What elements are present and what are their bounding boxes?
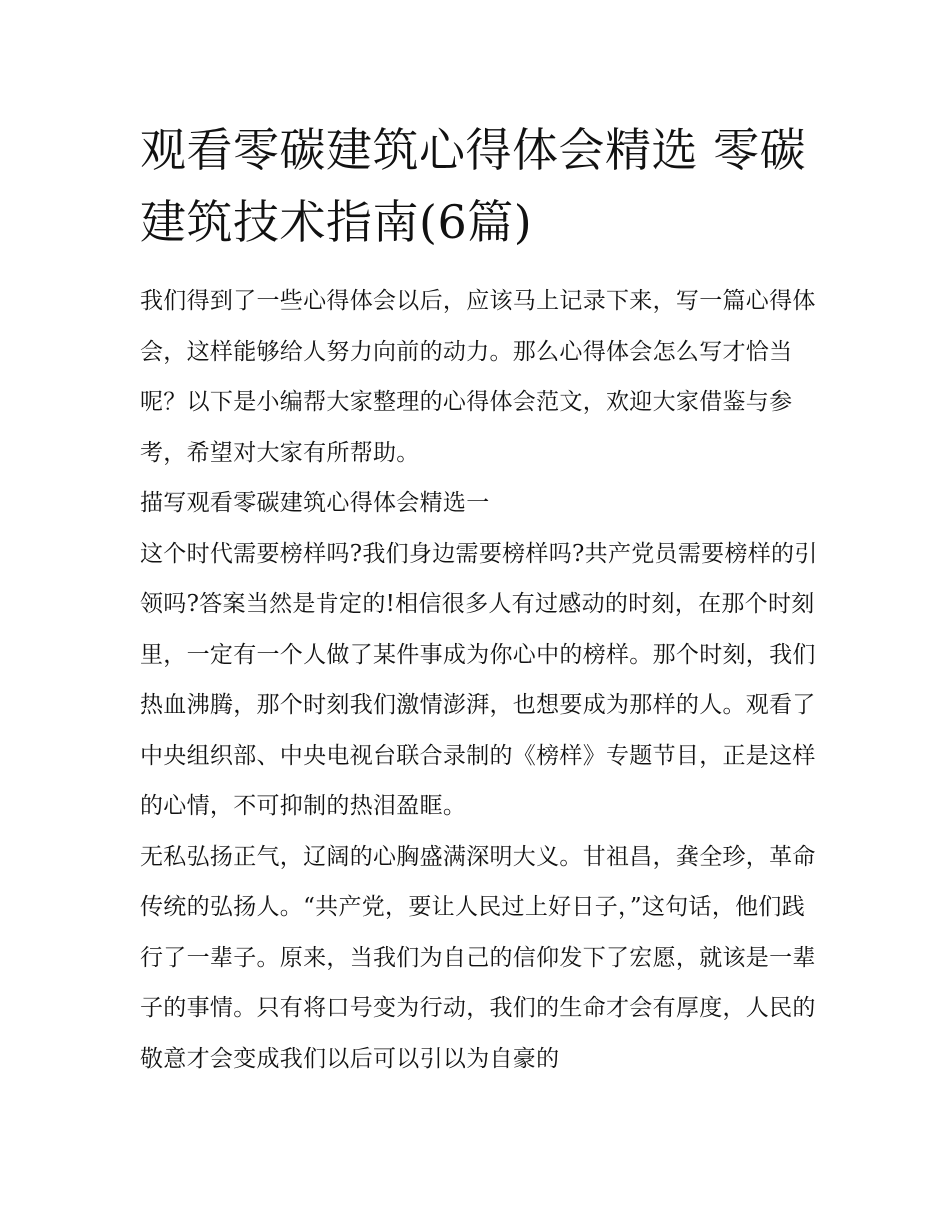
body-paragraph: 无私弘扬正气，辽阔的心胸盛满深明大义。甘祖昌，龚全珍，革命传统的弘扬人。“共产党，要让人民过上好日子，”这句话，他们践行了一辈子。原来，当我们为自己的信仰发下了宏愿，就该是一辈子的事情。只有将口号变为行动，我们的生命才会有厚度，人民的敬意才会变成我们以后可以引以为自豪的 [140, 843, 816, 1072]
document-body [140, 276, 820, 1084]
intro-paragraph: 我们得到了一些心得体会以后，应该马上记录下来，写一篇心得体会，这样能够给人努力向前的动力。那么心得体会怎么写才恰当呢？以下是小编帮大家整理的心得体会范文，欢迎大家借鉴与参考，希望对大家有所帮助。 [140, 288, 816, 466]
document-title: 观看零碳建筑心得体会精选 零碳建筑技术指南(6篇) [140, 123, 807, 249]
body-paragraph: 这个时代需要榜样吗?我们身边需要榜样吗?共产党员需要榜样的引领吗?答案当然是肯定的!相信很多人有过感动的时刻，在那个时刻里，一定有一个人做了某件事成为你心中的榜样。那个时刻，我们热血沸腾，那个时刻我们激情澎湃，也想要成为那样的人。观看了中央组织部、中央电视台联合录制的《榜样》专题节目，正是这样的心情，不可抑制的热泪盈眶。 [140, 540, 818, 819]
section-heading: 描写观看零碳建筑心得体会精选一 [140, 490, 490, 516]
